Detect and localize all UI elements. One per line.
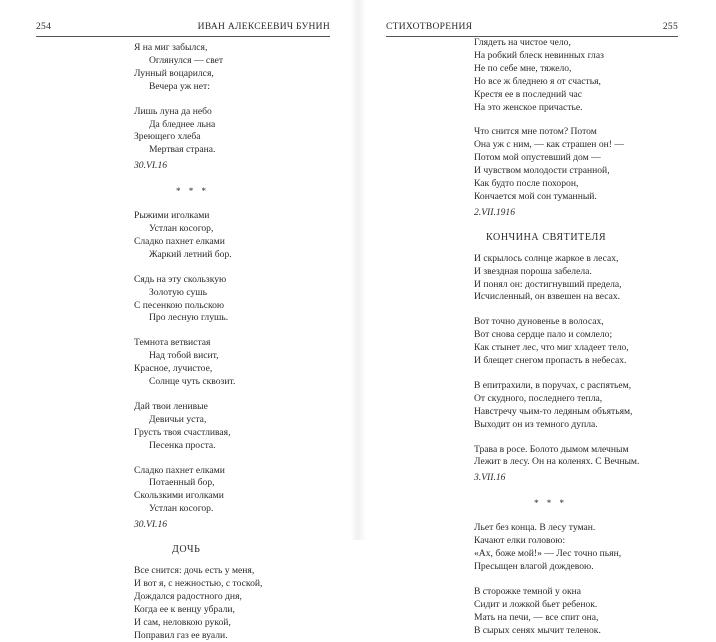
verse-line: Да бледнее льна (149, 118, 216, 130)
verse-line: Крестя ее в последний час (474, 88, 583, 100)
running-title: ИВАН АЛЕКСЕЕВИЧ БУНИН (197, 22, 330, 32)
verse-line: Лежит в лесу. Он на коленях. С Вечным. (474, 456, 640, 468)
verse-line: В епитрахили, в поручах, с распятьем, (474, 379, 632, 391)
stanza (474, 126, 704, 203)
verse-line: Поправил газ ее вуали. (134, 629, 228, 641)
verse-line: Рыжими иголками (134, 210, 210, 222)
stanza (134, 274, 344, 326)
verse-line: Дай твои ленивые (134, 400, 208, 412)
stanza (134, 42, 344, 94)
verse-line: И вот я, с нежностью, с тоской, (134, 577, 263, 589)
stanza (474, 380, 704, 432)
verse-line: Исчисленный, он взвешен на весах. (474, 291, 621, 303)
right-text-column (474, 37, 704, 637)
verse-line: Сладко пахнет елками (134, 464, 225, 476)
verse-line: С песенкою польскою (134, 299, 225, 311)
verse-line: Лишь луна да небо (134, 105, 212, 117)
verse-line: И понял он: достигнувший предела, (474, 278, 622, 290)
running-title: СТИХОТВОРЕНИЯ (386, 22, 473, 32)
section-stars: * * * (534, 498, 567, 509)
verse-line: «Ах, боже мой!» — Лес точно пьян, (474, 548, 622, 559)
right-page (358, 0, 716, 636)
verse-line: Зреющего хлеба (134, 131, 201, 143)
verse-line: Я на миг забылся, (134, 42, 208, 53)
verse-line: Вот снова сердце пало и сомлело; (474, 329, 613, 341)
stanza (474, 316, 704, 368)
verse-line: Что снится мне потом? Потом (474, 126, 597, 138)
verse-line: Оглянулся — свет (149, 54, 224, 66)
verse-line: На это женское причастье. (474, 101, 583, 113)
poem-title: ДОЧЬ (172, 544, 201, 556)
verse-line: Выходит он из темного дупла. (474, 418, 598, 430)
right-running-head (386, 22, 678, 37)
verse-line: И сам, неловкою рукой, (134, 616, 231, 628)
verse-line: Грусть твоя счастливая, (134, 426, 231, 438)
verse-line: Как будто после похорон, (474, 178, 579, 190)
stanza (474, 253, 704, 305)
poem-date: 3.VII.16 (474, 472, 506, 484)
verse-line: Потом мой опустевший дом — (474, 152, 601, 164)
verse-line: На робкий блеск невинных глаз (474, 49, 604, 61)
verse-line: От скудного, последнего тепла, (474, 392, 603, 404)
verse-line: Мать на печи, — все спит она, (474, 611, 599, 623)
left-text-column (134, 42, 344, 642)
stanza (134, 465, 344, 517)
page-number: 255 (662, 22, 678, 32)
verse-line: И чувством молодости странной, (474, 165, 610, 177)
verse-line: Пресыщен влагой дождевою. (474, 560, 594, 572)
poem-date: 2.VII.1916 (474, 206, 516, 218)
verse-line: Дождался радостного дня, (134, 590, 242, 602)
verse-line: И скрылось солнце жаркое в лесах, (474, 252, 619, 264)
stanza (134, 337, 344, 389)
verse-line: Красное, лучистое, (134, 363, 213, 375)
verse-line: Вечера уж нет: (149, 80, 210, 92)
verse-line: Сладко пахнет елками (134, 235, 225, 247)
verse-line: Когда ее к венцу убрали, (134, 603, 235, 615)
poem-date: 30.VI.16 (134, 160, 168, 172)
stanza (474, 37, 704, 114)
verse-line: Песенка проста. (149, 439, 216, 451)
stanza (474, 586, 704, 638)
verse-line: Кончается мой сон туманный. (474, 190, 597, 202)
stanza (134, 210, 344, 262)
verse-line: Как стынет лес, что миг хладеет тело, (474, 342, 629, 354)
poem-title: КОНЧИНА СВЯТИТЕЛЯ (486, 231, 607, 243)
verse-line: В сторожке темной у окна (474, 585, 582, 597)
stanza (134, 106, 344, 158)
stanza (474, 444, 704, 470)
verse-line: Золотую сушь (149, 286, 208, 298)
verse-line: Устлан косогор, (149, 222, 214, 234)
stanza (134, 401, 344, 453)
verse-line: Она уж с ним, — как страшен он! — (474, 139, 624, 151)
verse-line: Лунный воцарился, (134, 67, 214, 79)
verse-line: Все снится: дочь есть у меня, (134, 565, 255, 576)
stanza (134, 565, 344, 642)
verse-line: Темнота ветвистая (134, 337, 211, 349)
verse-line: И звездная пороша забелела. (474, 265, 592, 277)
verse-line: Потаенный бор, (149, 477, 215, 489)
verse-line: Сидит и ложкой бьет ребенок. (474, 598, 598, 610)
verse-line: Трава в росе. Болото дымом млечным (474, 443, 629, 455)
left-running-head (36, 22, 330, 37)
verse-line: В сырых сенях мычит теленок. (474, 624, 601, 636)
verse-line: Качают елки головою: (474, 535, 566, 547)
verse-line: Навстречу чьим-то ледяным объятьям, (474, 405, 633, 417)
verse-line: Про лесную глушь. (149, 312, 229, 324)
verse-line: Но все ж бледнею я от счастья, (474, 75, 601, 87)
verse-line: Солнце чуть сквозит. (149, 376, 236, 388)
verse-line: Скользкими иголками (134, 490, 224, 502)
verse-line: И блещет снегом пропасть в небесах. (474, 355, 627, 367)
verse-line: Устлан косогор. (149, 503, 214, 515)
verse-line: Вот точно дуновенье в волосах, (474, 316, 604, 328)
left-page (0, 0, 358, 641)
verse-line: Не по себе мне, тяжело, (474, 62, 572, 74)
verse-line: Жаркий летний бор. (149, 248, 232, 260)
verse-line: Глядеть на чистое чело, (474, 37, 571, 48)
page-number: 254 (36, 22, 52, 32)
verse-line: Мертвая страна. (149, 144, 216, 156)
stanza (474, 522, 704, 574)
poem-date: 30.VI.16 (134, 519, 168, 531)
verse-line: Девичьи уста, (149, 413, 207, 425)
verse-line: Сядь на эту скользкую (134, 273, 227, 285)
verse-line: Над тобой висит, (149, 350, 219, 362)
verse-line: Льет без конца. В лесу туман. (474, 522, 596, 534)
section-stars: * * * (176, 186, 209, 197)
